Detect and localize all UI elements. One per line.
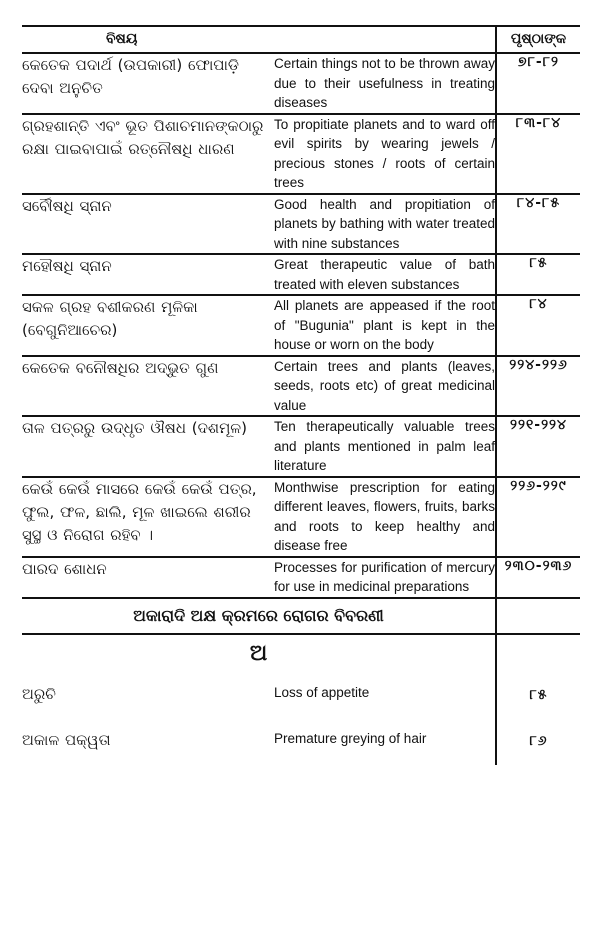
header-subject: ବିଷୟ (22, 26, 496, 53)
oriya-topic: ତାଳ ପତ୍ରରୁ ଉଦ୍ଧୃତ ଔଷଧ (ଦଶମୂଳ) (22, 416, 274, 477)
english-topic: Premature greying of hair (274, 730, 427, 746)
oriya-topic: ଅରୁଚି (22, 684, 56, 703)
table-row (22, 114, 580, 194)
oriya-topic: ସର୍ବୌଷଧି ସ୍ନାନ (22, 194, 274, 255)
table-row (22, 254, 580, 295)
page-range: ୮୬ (496, 719, 580, 765)
table-row (22, 557, 580, 598)
oriya-topic: କେତେକ ବନୌଷଧିର ଅଦ୍ଭୁତ ଗୁଣ (22, 356, 274, 417)
oriya-topic: ସକଳ ଗ୍ରହ ବଶୀକରଣ ମୂଳିକା (ବେଗୁନିଆଚେର) (22, 295, 274, 356)
english-topic: Monthwise prescription for eating different leaves, flowers, fruits, barks and roots to keep healthy and disease free (274, 477, 496, 557)
section-heading: ଅକାରାଦି ଅକ୍ଷ କ୍ରମରେ ରୋଗର ବିବରଣୀ (22, 598, 496, 634)
page-range: ୮୩-୮୪ (496, 114, 580, 194)
page-range: ୨୨୪-୨୨୬ (496, 356, 580, 417)
page-range: ୮୪-୮୫ (496, 194, 580, 255)
section-letter-row (22, 634, 580, 673)
page-range: ୨୩୦-୨୩୬ (496, 557, 580, 598)
page-range: ୭୮-୮୨ (496, 53, 580, 114)
empty-page-cell (496, 598, 580, 634)
english-topic: Good health and propitiation of planets by bathing with water treated with nine substances (274, 194, 496, 255)
page-range: ୨୨୧-୨୨୪ (496, 416, 580, 477)
english-topic: Certain trees and plants (leaves, seeds, roots etc) of great medicinal value (274, 356, 496, 417)
page-range: ୮୫ (496, 254, 580, 295)
section-letter: ଅ (249, 640, 268, 666)
english-topic: Ten therapeutically valuable trees and plants mentioned in palm leaf literature (274, 416, 496, 477)
table-row (22, 356, 580, 417)
english-topic: Great therapeutic value of bath treated with eleven substances (274, 254, 496, 295)
oriya-topic: ଅକାଳ ପକ୍ୱତା (22, 730, 111, 749)
oriya-topic: କେତେକ ପଦାର୍ଥ (ଉପକାରୀ) ଫୋପାଡ଼ି ଦେବା ଅନୁଚିତ (22, 53, 274, 114)
table-row (22, 673, 580, 719)
empty-page-cell (496, 634, 580, 673)
table-row (22, 295, 580, 356)
page-range: ୨୨୬-୨୨୯ (496, 477, 580, 557)
oriya-topic: ଗ୍ରହଶାନ୍ତି ଏବଂ ଭୂତ ପିଶାଚମାନଙ୍କଠାରୁ ରକ୍ଷା ପାଇବାପାଇଁ ରତ୍ନୌଷଧି ଧାରଣ (22, 114, 274, 194)
page-range: ୮୪ (496, 295, 580, 356)
oriya-topic: କେଉଁ କେଉଁ ମାସରେ କେଉଁ କେଉଁ ପତ୍ର, ଫୁଲ, ଫଳ, ଛାଲି, ମୂଳ ଖାଇଲେ ଶରୀର ସୁସ୍ଥ ଓ ନିରୋଗ ରହିବ । (22, 477, 274, 557)
english-topic: Processes for purification of mercury for use in medicinal preparations (274, 557, 496, 598)
oriya-topic: ମହୌଷଧି ସ୍ନାନ (22, 254, 274, 295)
table-row (22, 477, 580, 557)
table-row (22, 53, 580, 114)
header-page: ପୃଷ୍ଠାଙ୍କ (496, 26, 580, 53)
english-topic: Loss of appetite (274, 684, 370, 700)
oriya-topic: ପାରଦ ଶୋଧନ (22, 557, 274, 598)
english-topic: To propitiate planets and to ward off evil spirits by wearing jewels / precious stones / roots of certain trees (274, 114, 496, 194)
table-row (22, 719, 580, 765)
header-row (22, 26, 580, 53)
english-topic: Certain things not to be thrown away due to their usefulness in treating diseases (274, 53, 496, 114)
table-row (22, 416, 580, 477)
section-heading-row (22, 598, 580, 634)
contents-table (22, 25, 580, 765)
english-topic: All planets are appeased if the root of "Bugunia" plant is kept in the house or worn on the body (274, 295, 496, 356)
table-row (22, 194, 580, 255)
page-range: ୮୫ (496, 673, 580, 719)
